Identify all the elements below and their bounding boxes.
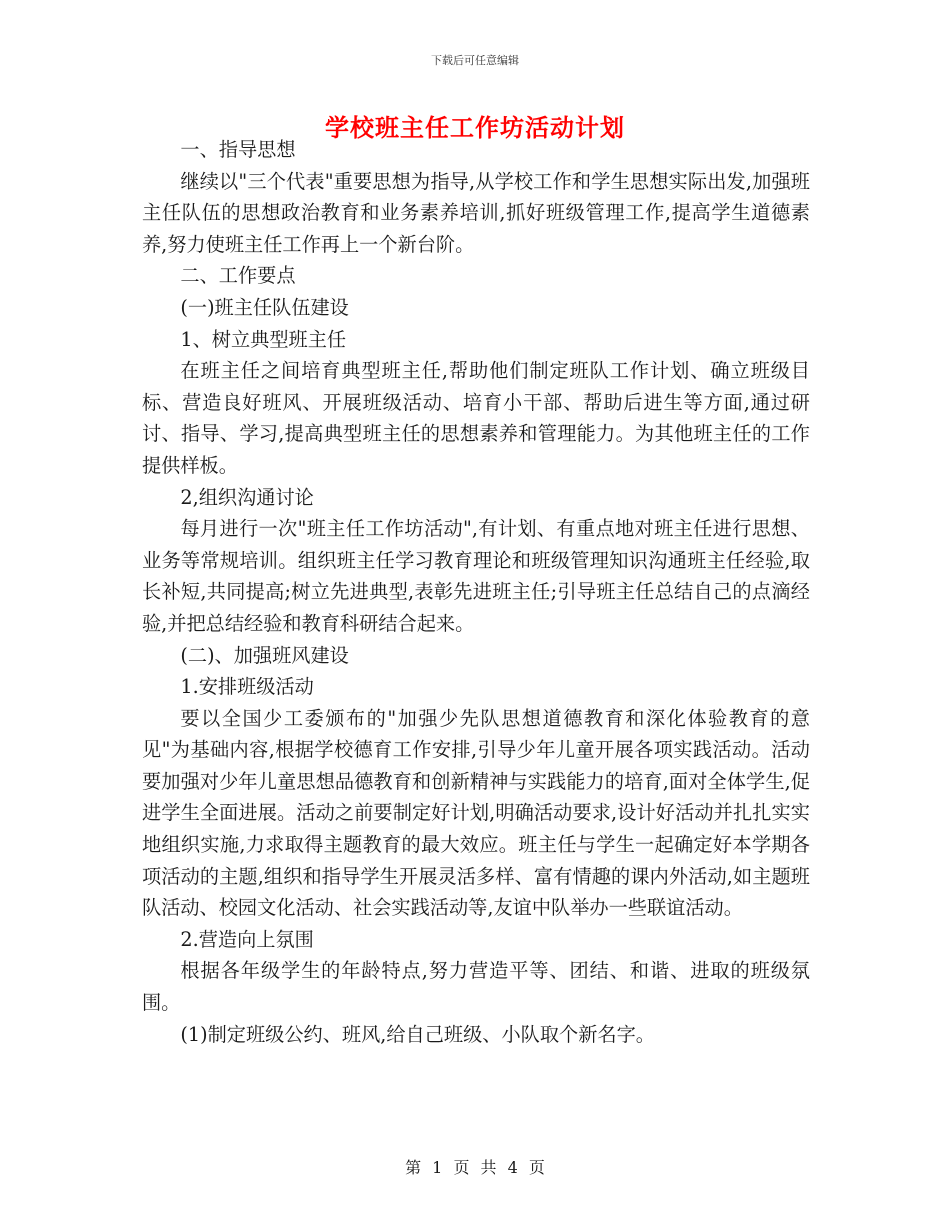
heading-communication: 2,组织沟通讨论	[180, 485, 314, 509]
heading-team-building: (一)班主任队伍建设	[180, 295, 349, 319]
heading-guiding-ideology: 一、指导思想	[180, 138, 296, 161]
document-title: 学校班主任工作坊活动计划	[325, 114, 625, 142]
paragraph-positive-atmosphere: 根据各年级学生的年龄特点,努力营造平等、团结、和谐、进取的班级氛围。	[142, 959, 810, 1015]
paragraph-class-activities: 要以全国少工委颁布的"加强少先队思想道德教育和深化体验教育的意见"为基础内容,根据学校德育工作安排,引导少年儿童开展各项实践活动。活动要加强对少年儿童思想品德教育和创新精神与实践能力的培育,面对全体学生,促进学生全面进展。活动之前要制定好计划,明确活动要求,设计好活动并扎扎实实地组织实施,力求取得主题教育的最大效应。班主任与学生一起确定好本学期各项活动的主题,组织和指导学生开展灵活多样、富有情趣的课内外活动,如主题班队活动、校园文化活动、社会实践活动等,友谊中队举办一些联谊活动。	[142, 706, 810, 920]
heading-class-activities: 1.安排班级活动	[180, 675, 314, 699]
heading-positive-atmosphere: 2.营造向上氛围	[180, 927, 314, 951]
heading-work-points: 二、工作要点	[180, 264, 296, 288]
header-note: 下载后可任意编辑	[431, 54, 519, 67]
list-item-class-convention: (1)制定班级公约、班风,给自己班级、小队取个新名字。	[180, 1022, 655, 1046]
heading-class-atmosphere: (二)、加强班风建设	[180, 643, 349, 667]
paragraph-guiding-ideology: 继续以"三个代表"重要思想为指导,从学校工作和学生思想实际出发,加强班主任队伍的思想政治教育和业务素养培训,抓好班级管理工作,提高学生道德素养,努力使班主任工作再上一个新台阶。	[142, 169, 810, 256]
paragraph-communication: 每月进行一次"班主任工作坊活动",有计划、有重点地对班主任进行思想、业务等常规培训。组织班主任学习教育理论和班级管理知识沟通班主任经验,取长补短,共同提高;树立先进典型,表彰先进班主任;引导班主任总结自己的点滴经验,并把总结经验和教育科研结合起来。	[142, 517, 810, 635]
paragraph-model-teacher: 在班主任之间培育典型班主任,帮助他们制定班队工作计划、确立班级目标、营造良好班风、开展班级活动、培育小干部、帮助后进生等方面,通过研讨、指导、学习,提高典型班主任的思想素养和管理能力。为其他班主任的工作提供样板。	[142, 359, 810, 477]
heading-model-teacher: 1、树立典型班主任	[180, 327, 347, 351]
page-footer: 第 1 页 共 4 页	[405, 1158, 545, 1177]
document-body	[142, 134, 810, 1050]
